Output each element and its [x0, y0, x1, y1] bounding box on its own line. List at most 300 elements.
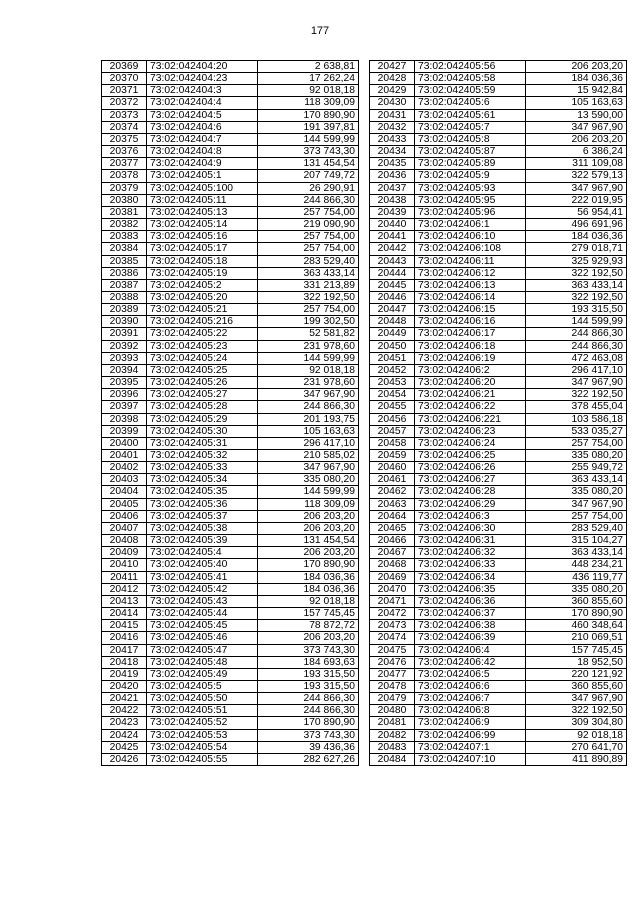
- row-number-cell: 20406: [102, 510, 147, 522]
- table-row: [102, 231, 359, 243]
- cadastral-number-cell: 73:02:042406:24: [415, 437, 526, 449]
- cadastral-number-cell: 73:02:042406:13: [415, 279, 526, 291]
- cadastral-number-cell: 73:02:042406:20: [415, 377, 526, 389]
- value-cell: 373 743,30: [258, 729, 359, 741]
- cadastral-number-cell: 73:02:042405:93: [415, 182, 526, 194]
- row-number-cell: 20472: [370, 608, 415, 620]
- cadastral-number-cell: 73:02:042406:38: [415, 620, 526, 632]
- row-number-cell: 20413: [102, 595, 147, 607]
- row-number-cell: 20420: [102, 680, 147, 692]
- cadastral-number-cell: 73:02:042405:89: [415, 158, 526, 170]
- value-cell: 255 949,72: [526, 462, 627, 474]
- value-cell: 347 967,90: [526, 693, 627, 705]
- value-cell: 170 890,90: [258, 717, 359, 729]
- row-number-cell: 20388: [102, 291, 147, 303]
- table-row: [102, 413, 359, 425]
- row-number-cell: 20481: [370, 717, 415, 729]
- table-row: [102, 450, 359, 462]
- cadastral-number-cell: 73:02:042407:10: [415, 753, 526, 765]
- value-cell: 170 890,90: [258, 109, 359, 121]
- row-number-cell: 20397: [102, 401, 147, 413]
- value-cell: 201 193,75: [258, 413, 359, 425]
- value-cell: 311 109,08: [526, 158, 627, 170]
- table-row: [102, 486, 359, 498]
- row-number-cell: 20437: [370, 182, 415, 194]
- table-row: [370, 219, 627, 231]
- value-cell: 378 455,04: [526, 401, 627, 413]
- row-number-cell: 20455: [370, 401, 415, 413]
- row-number-cell: 20402: [102, 462, 147, 474]
- cadastral-number-cell: 73:02:042404:5: [147, 109, 258, 121]
- table-row: [102, 547, 359, 559]
- table-row: [102, 656, 359, 668]
- value-cell: 157 745,45: [526, 644, 627, 656]
- table-row: [102, 401, 359, 413]
- value-cell: 496 691,96: [526, 219, 627, 231]
- cadastral-number-cell: 73:02:042406:3: [415, 510, 526, 522]
- table-row: [370, 571, 627, 583]
- value-cell: 322 192,50: [526, 291, 627, 303]
- table-row: [370, 644, 627, 656]
- cadastral-number-cell: 73:02:042406:31: [415, 535, 526, 547]
- value-cell: 17 262,24: [258, 73, 359, 85]
- cadastral-number-cell: 73:02:042405:36: [147, 498, 258, 510]
- row-number-cell: 20447: [370, 304, 415, 316]
- table-row: [102, 61, 359, 73]
- table-row: [370, 547, 627, 559]
- value-cell: 92 018,18: [258, 85, 359, 97]
- table-row: [102, 304, 359, 316]
- table-row: [102, 291, 359, 303]
- row-number-cell: 20403: [102, 474, 147, 486]
- cadastral-number-cell: 73:02:042404:20: [147, 61, 258, 73]
- row-number-cell: 20370: [102, 73, 147, 85]
- row-number-cell: 20428: [370, 73, 415, 85]
- row-number-cell: 20484: [370, 753, 415, 765]
- table-row: [370, 620, 627, 632]
- row-number-cell: 20448: [370, 316, 415, 328]
- table-row: [370, 498, 627, 510]
- table-row: [370, 389, 627, 401]
- value-cell: 144 599,99: [258, 352, 359, 364]
- table-row: [102, 316, 359, 328]
- row-number-cell: 20429: [370, 85, 415, 97]
- cadastral-number-cell: 73:02:042405:52: [147, 717, 258, 729]
- cadastral-number-cell: 73:02:042405:17: [147, 243, 258, 255]
- value-cell: 39 436,36: [258, 741, 359, 753]
- table-row: [102, 219, 359, 231]
- cadastral-number-cell: 73:02:042406:22: [415, 401, 526, 413]
- value-cell: 347 967,90: [258, 462, 359, 474]
- table-row: [102, 474, 359, 486]
- table-row: [370, 705, 627, 717]
- row-number-cell: 20409: [102, 547, 147, 559]
- value-cell: 220 121,92: [526, 668, 627, 680]
- cadastral-number-cell: 73:02:042406:10: [415, 231, 526, 243]
- row-number-cell: 20390: [102, 316, 147, 328]
- cadastral-number-cell: 73:02:042405:16: [147, 231, 258, 243]
- table-row: [370, 97, 627, 109]
- value-cell: 105 163,63: [526, 97, 627, 109]
- value-cell: 2 638,81: [258, 61, 359, 73]
- row-number-cell: 20440: [370, 219, 415, 231]
- cadastral-number-cell: 73:02:042405:55: [147, 753, 258, 765]
- table-row: [370, 608, 627, 620]
- row-number-cell: 20483: [370, 741, 415, 753]
- row-number-cell: 20418: [102, 656, 147, 668]
- value-cell: 210 585,02: [258, 450, 359, 462]
- value-cell: 347 967,90: [526, 182, 627, 194]
- cadastral-number-cell: 73:02:042405:47: [147, 644, 258, 656]
- table-row: [102, 462, 359, 474]
- row-number-cell: 20426: [102, 753, 147, 765]
- value-cell: 199 302,50: [258, 316, 359, 328]
- value-cell: 170 890,90: [258, 559, 359, 571]
- value-cell: 315 104,27: [526, 535, 627, 547]
- value-cell: 331 213,89: [258, 279, 359, 291]
- table-row: [370, 364, 627, 376]
- cadastral-number-cell: 73:02:042404:9: [147, 158, 258, 170]
- row-number-cell: 20389: [102, 304, 147, 316]
- row-number-cell: 20434: [370, 146, 415, 158]
- table-row: [102, 377, 359, 389]
- value-cell: 191 397,81: [258, 121, 359, 133]
- cadastral-number-cell: 73:02:042405:33: [147, 462, 258, 474]
- row-number-cell: 20392: [102, 340, 147, 352]
- cadastral-number-cell: 73:02:042404:23: [147, 73, 258, 85]
- row-number-cell: 20408: [102, 535, 147, 547]
- cadastral-number-cell: 73:02:042406:15: [415, 304, 526, 316]
- value-cell: 184 036,36: [258, 571, 359, 583]
- table-row: [102, 340, 359, 352]
- value-cell: 257 754,00: [258, 304, 359, 316]
- value-cell: 335 080,20: [526, 450, 627, 462]
- value-cell: 296 417,10: [526, 364, 627, 376]
- value-cell: 335 080,20: [258, 474, 359, 486]
- value-cell: 184 036,36: [526, 73, 627, 85]
- row-number-cell: 20411: [102, 571, 147, 583]
- cadastral-number-cell: 73:02:042406:8: [415, 705, 526, 717]
- cadastral-number-cell: 73:02:042406:12: [415, 267, 526, 279]
- value-cell: 363 433,14: [526, 279, 627, 291]
- cadastral-number-cell: 73:02:042405:53: [147, 729, 258, 741]
- row-number-cell: 20459: [370, 450, 415, 462]
- cadastral-number-cell: 73:02:042406:5: [415, 668, 526, 680]
- table-row: [370, 425, 627, 437]
- row-number-cell: 20471: [370, 595, 415, 607]
- cadastral-number-cell: 73:02:042405:29: [147, 413, 258, 425]
- cadastral-number-cell: 73:02:042406:30: [415, 522, 526, 534]
- row-number-cell: 20385: [102, 255, 147, 267]
- row-number-cell: 20380: [102, 194, 147, 206]
- value-cell: 244 866,30: [258, 693, 359, 705]
- table-row: [370, 510, 627, 522]
- cadastral-number-cell: 73:02:042406:39: [415, 632, 526, 644]
- cadastral-number-cell: 73:02:042405:35: [147, 486, 258, 498]
- value-cell: 219 090,90: [258, 219, 359, 231]
- table-row: [370, 413, 627, 425]
- cadastral-number-cell: 73:02:042405:100: [147, 182, 258, 194]
- table-row: [370, 595, 627, 607]
- value-cell: 363 433,14: [526, 547, 627, 559]
- row-number-cell: 20393: [102, 352, 147, 364]
- value-cell: 193 315,50: [258, 668, 359, 680]
- row-number-cell: 20415: [102, 620, 147, 632]
- table-row: [102, 535, 359, 547]
- row-number-cell: 20453: [370, 377, 415, 389]
- row-number-cell: 20419: [102, 668, 147, 680]
- table-row: [102, 608, 359, 620]
- table-row: [102, 364, 359, 376]
- cadastral-number-cell: 73:02:042405:49: [147, 668, 258, 680]
- value-cell: 210 069,51: [526, 632, 627, 644]
- cadastral-number-cell: 73:02:042405:19: [147, 267, 258, 279]
- value-cell: 144 599,99: [258, 133, 359, 145]
- table-row: [370, 73, 627, 85]
- value-cell: 184 036,36: [258, 583, 359, 595]
- cadastral-number-cell: 73:02:042405:18: [147, 255, 258, 267]
- row-number-cell: 20467: [370, 547, 415, 559]
- row-number-cell: 20456: [370, 413, 415, 425]
- table-row: [102, 206, 359, 218]
- table-row: [370, 170, 627, 182]
- cadastral-number-cell: 73:02:042406:99: [415, 729, 526, 741]
- cadastral-number-cell: 73:02:042405:22: [147, 328, 258, 340]
- table-row: [370, 340, 627, 352]
- table-row: [102, 571, 359, 583]
- cadastral-number-cell: 73:02:042405:43: [147, 595, 258, 607]
- value-cell: 103 586,18: [526, 413, 627, 425]
- table-row: [370, 352, 627, 364]
- value-cell: 131 454,54: [258, 158, 359, 170]
- cadastral-number-cell: 73:02:042406:25: [415, 450, 526, 462]
- row-number-cell: 20457: [370, 425, 415, 437]
- table-row: [370, 401, 627, 413]
- table-row: [102, 133, 359, 145]
- value-cell: 52 581,82: [258, 328, 359, 340]
- value-cell: 322 192,50: [258, 291, 359, 303]
- value-cell: 206 203,20: [526, 61, 627, 73]
- value-cell: 15 942,84: [526, 85, 627, 97]
- table-row: [102, 182, 359, 194]
- cadastral-number-cell: 73:02:042405:24: [147, 352, 258, 364]
- table-row: [102, 73, 359, 85]
- table-row: [370, 535, 627, 547]
- table-row: [102, 729, 359, 741]
- row-number-cell: 20376: [102, 146, 147, 158]
- row-number-cell: 20482: [370, 729, 415, 741]
- cadastral-number-cell: 73:02:042405:5: [147, 680, 258, 692]
- cadastral-number-cell: 73:02:042404:4: [147, 97, 258, 109]
- table-row: [102, 437, 359, 449]
- cadastral-number-cell: 73:02:042405:37: [147, 510, 258, 522]
- table-row: [370, 377, 627, 389]
- table-row: [102, 668, 359, 680]
- table-row: [370, 206, 627, 218]
- cadastral-number-cell: 73:02:042405:95: [415, 194, 526, 206]
- value-cell: 296 417,10: [258, 437, 359, 449]
- row-number-cell: 20436: [370, 170, 415, 182]
- cadastral-number-cell: 73:02:042405:51: [147, 705, 258, 717]
- table-row: [370, 450, 627, 462]
- value-cell: 282 627,26: [258, 753, 359, 765]
- table-row: [370, 741, 627, 753]
- value-cell: 78 872,72: [258, 620, 359, 632]
- cadastral-number-cell: 73:02:042406:33: [415, 559, 526, 571]
- row-number-cell: 20382: [102, 219, 147, 231]
- value-cell: 257 754,00: [526, 510, 627, 522]
- table-row: [370, 291, 627, 303]
- row-number-cell: 20377: [102, 158, 147, 170]
- row-number-cell: 20430: [370, 97, 415, 109]
- row-number-cell: 20407: [102, 522, 147, 534]
- cadastral-number-cell: 73:02:042406:29: [415, 498, 526, 510]
- table-row: [370, 437, 627, 449]
- row-number-cell: 20401: [102, 450, 147, 462]
- row-number-cell: 20412: [102, 583, 147, 595]
- value-cell: 283 529,40: [258, 255, 359, 267]
- value-cell: 206 203,20: [258, 632, 359, 644]
- table-row: [102, 753, 359, 765]
- table-row: [102, 194, 359, 206]
- value-cell: 193 315,50: [526, 304, 627, 316]
- row-number-cell: 20445: [370, 279, 415, 291]
- cadastral-number-cell: 73:02:042404:3: [147, 85, 258, 97]
- value-cell: 207 749,72: [258, 170, 359, 182]
- row-number-cell: 20465: [370, 522, 415, 534]
- value-cell: 206 203,20: [258, 522, 359, 534]
- row-number-cell: 20383: [102, 231, 147, 243]
- cadastral-number-cell: 73:02:042405:7: [415, 121, 526, 133]
- cadastral-number-cell: 73:02:042406:7: [415, 693, 526, 705]
- cadastral-number-cell: 73:02:042405:27: [147, 389, 258, 401]
- value-cell: 26 290,91: [258, 182, 359, 194]
- row-number-cell: 20381: [102, 206, 147, 218]
- row-number-cell: 20460: [370, 462, 415, 474]
- cadastral-number-cell: 73:02:042405:54: [147, 741, 258, 753]
- cadastral-number-cell: 73:02:042405:87: [415, 146, 526, 158]
- table-row: [102, 741, 359, 753]
- table-row: [370, 474, 627, 486]
- table-row: [370, 729, 627, 741]
- row-number-cell: 20400: [102, 437, 147, 449]
- cadastral-number-cell: 73:02:042406:221: [415, 413, 526, 425]
- value-cell: 170 890,90: [526, 608, 627, 620]
- value-cell: 325 929,93: [526, 255, 627, 267]
- table-row: [102, 717, 359, 729]
- row-number-cell: 20443: [370, 255, 415, 267]
- value-cell: 184 036,36: [526, 231, 627, 243]
- cadastral-number-cell: 73:02:042405:9: [415, 170, 526, 182]
- cadastral-number-cell: 73:02:042406:35: [415, 583, 526, 595]
- cadastral-number-cell: 73:02:042405:61: [415, 109, 526, 121]
- cadastral-number-cell: 73:02:042405:50: [147, 693, 258, 705]
- table-row: [102, 693, 359, 705]
- table-row: [102, 522, 359, 534]
- table-row: [370, 231, 627, 243]
- table-row: [370, 753, 627, 765]
- cadastral-number-cell: 73:02:042405:41: [147, 571, 258, 583]
- row-number-cell: 20458: [370, 437, 415, 449]
- value-cell: 411 890,89: [526, 753, 627, 765]
- value-cell: 157 745,45: [258, 608, 359, 620]
- cadastral-number-cell: 73:02:042405:20: [147, 291, 258, 303]
- table-row: [102, 243, 359, 255]
- table-row: [370, 583, 627, 595]
- row-number-cell: 20446: [370, 291, 415, 303]
- value-cell: 184 693,63: [258, 656, 359, 668]
- cadastral-number-cell: 73:02:042405:38: [147, 522, 258, 534]
- row-number-cell: 20391: [102, 328, 147, 340]
- row-number-cell: 20372: [102, 97, 147, 109]
- cadastral-number-cell: 73:02:042406:14: [415, 291, 526, 303]
- register-table-left: [101, 60, 359, 766]
- row-number-cell: 20454: [370, 389, 415, 401]
- cadastral-number-cell: 73:02:042405:14: [147, 219, 258, 231]
- cadastral-number-cell: 73:02:042405:21: [147, 304, 258, 316]
- value-cell: 144 599,99: [258, 486, 359, 498]
- cadastral-number-cell: 73:02:042404:7: [147, 133, 258, 145]
- value-cell: 448 234,21: [526, 559, 627, 571]
- cadastral-number-cell: 73:02:042406:19: [415, 352, 526, 364]
- row-number-cell: 20404: [102, 486, 147, 498]
- row-number-cell: 20468: [370, 559, 415, 571]
- row-number-cell: 20469: [370, 571, 415, 583]
- table-row: [102, 680, 359, 692]
- table-row: [102, 559, 359, 571]
- row-number-cell: 20417: [102, 644, 147, 656]
- cadastral-number-cell: 73:02:042405:31: [147, 437, 258, 449]
- row-number-cell: 20439: [370, 206, 415, 218]
- row-number-cell: 20435: [370, 158, 415, 170]
- row-number-cell: 20387: [102, 279, 147, 291]
- cadastral-number-cell: 73:02:042405:32: [147, 450, 258, 462]
- row-number-cell: 20476: [370, 656, 415, 668]
- table-row: [370, 316, 627, 328]
- table-row: [102, 158, 359, 170]
- value-cell: 118 309,09: [258, 498, 359, 510]
- table-row: [370, 632, 627, 644]
- table-row: [370, 61, 627, 73]
- cadastral-number-cell: 73:02:042405:216: [147, 316, 258, 328]
- value-cell: 18 952,50: [526, 656, 627, 668]
- table-row: [370, 133, 627, 145]
- value-cell: 92 018,18: [258, 595, 359, 607]
- row-number-cell: 20410: [102, 559, 147, 571]
- cadastral-number-cell: 73:02:042405:59: [415, 85, 526, 97]
- value-cell: 118 309,09: [258, 97, 359, 109]
- value-cell: 335 080,20: [526, 583, 627, 595]
- table-row: [370, 243, 627, 255]
- value-cell: 6 386,24: [526, 146, 627, 158]
- row-number-cell: 20386: [102, 267, 147, 279]
- row-number-cell: 20462: [370, 486, 415, 498]
- table-row: [102, 279, 359, 291]
- value-cell: 309 304,80: [526, 717, 627, 729]
- value-cell: 322 192,50: [526, 267, 627, 279]
- value-cell: 460 348,64: [526, 620, 627, 632]
- value-cell: 347 967,90: [526, 121, 627, 133]
- value-cell: 206 203,20: [258, 510, 359, 522]
- cadastral-number-cell: 73:02:042405:4: [147, 547, 258, 559]
- cadastral-number-cell: 73:02:042404:6: [147, 121, 258, 133]
- value-cell: 533 035,27: [526, 425, 627, 437]
- table-row: [370, 328, 627, 340]
- cadastral-number-cell: 73:02:042405:8: [415, 133, 526, 145]
- value-cell: 231 978,60: [258, 377, 359, 389]
- register-table-right: [369, 60, 627, 766]
- table-row: [370, 182, 627, 194]
